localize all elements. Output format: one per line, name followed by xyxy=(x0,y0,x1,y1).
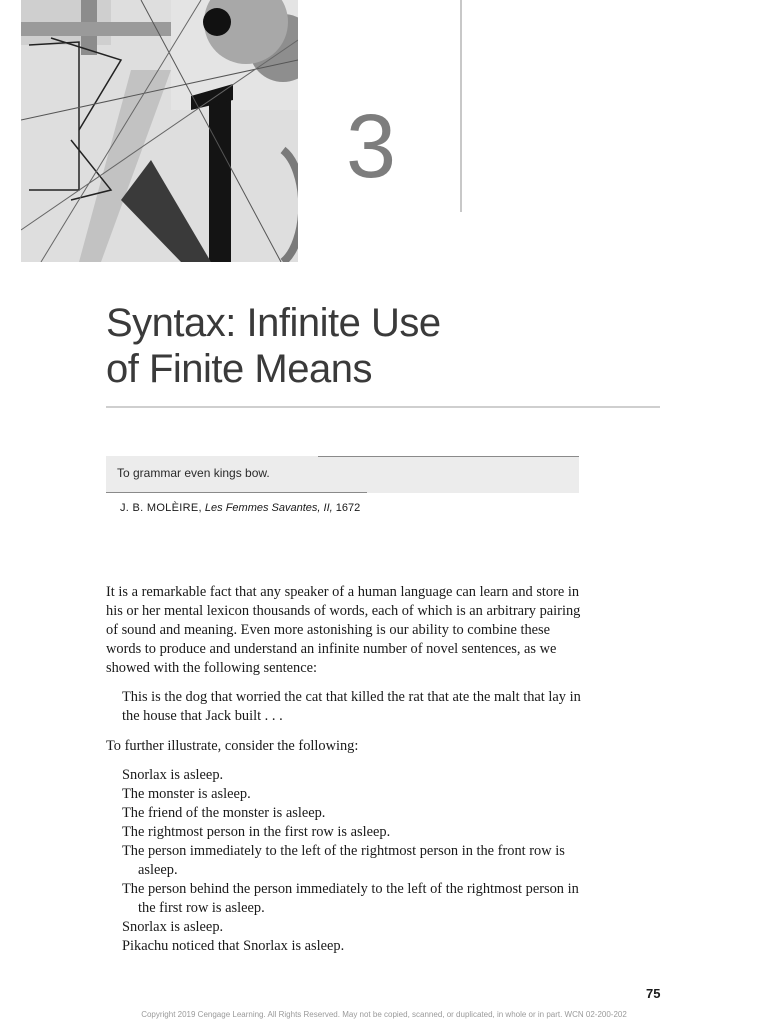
example-sentence: The person immediately to the left of the rightmost person in the front row is asleep. xyxy=(122,843,565,878)
epigraph-year: 1672 xyxy=(335,502,361,514)
body-paragraph-2: To further illustrate, consider the following: xyxy=(106,738,359,754)
epigraph-box xyxy=(106,456,579,493)
body-paragraph-1: It is a remarkable fact that any speaker of a human language can learn and store in his or her mental lexicon thousands of words, each of which is an arbitrary pairing of sound and meaning. Even more astonishing is our ability to combine these words to produce and understand an infinite number of novel sentences, as we showed with the following sentence: xyxy=(106,584,581,676)
page-number: 75 xyxy=(646,986,661,1001)
chapter-number: 3 xyxy=(346,97,397,197)
example-sentence: The monster is asleep. xyxy=(122,786,251,802)
chapter-title xyxy=(106,300,441,392)
chapter-title-line-2: of Finite Means xyxy=(106,347,372,391)
epigraph-bottom-rule xyxy=(106,492,367,493)
example-sentence: The rightmost person in the first row is asleep. xyxy=(122,824,391,840)
epigraph-work: Les Femmes Savantes, II, xyxy=(204,502,333,514)
example-sentence: Pikachu noticed that Snorlax is asleep. xyxy=(122,938,345,954)
abstract-letter-collage xyxy=(21,0,298,262)
example-sentence: Snorlax is asleep. xyxy=(122,919,224,935)
example-sentence: The person behind the person immediately to the left of the rightmost person in the first row is asleep. xyxy=(122,881,579,916)
epigraph-quote: To grammar even kings bow. xyxy=(117,466,270,480)
chapter-title-line-1: Syntax: Infinite Use xyxy=(106,301,441,345)
vertical-divider xyxy=(460,0,462,212)
example-sentence: The friend of the monster is asleep. xyxy=(122,805,326,821)
example-sentence: Snorlax is asleep. xyxy=(122,767,224,783)
epigraph-top-rule xyxy=(318,456,579,457)
copyright-notice: Copyright 2019 Cengage Learning. All Rights Reserved. May not be copied, scanned, or duplicated, in whole or in part. WCN 02-200-202 xyxy=(141,1010,627,1019)
chapter-opener-artwork xyxy=(21,0,298,262)
title-divider xyxy=(106,406,660,408)
example-sentence-list xyxy=(122,766,592,956)
epigraph-author: J. B. MOLÈIRE, xyxy=(120,502,202,514)
epigraph-attribution xyxy=(120,502,360,514)
example-quote: This is the dog that worried the cat that killed the rat that ate the malt that lay in the house that Jack built . . . xyxy=(122,689,581,724)
